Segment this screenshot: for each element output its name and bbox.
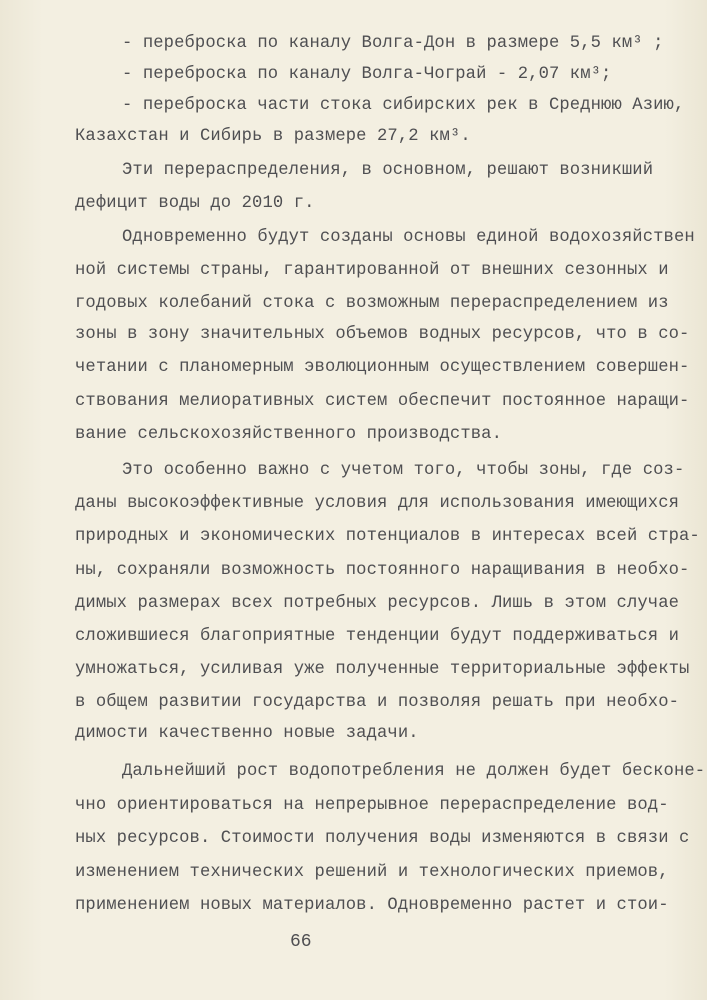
text-line: Казахстан и Сибирь в размере 27,2 км³. xyxy=(75,127,471,146)
text-line: в общем развитии государства и позволяя решать при необхо- xyxy=(75,693,680,712)
text-line: годовых колебаний стока с возможным перераспределением из xyxy=(75,294,669,313)
text-line: димых размерах всех потребных ресурсов. Лишь в этом случае xyxy=(75,594,680,613)
text-line: сложившиеся благоприятные тенденции будут поддерживаться и xyxy=(75,627,680,646)
text-line: - переброска по каналу Волга-Чограй - 2,07 км³; xyxy=(122,65,612,84)
text-line: димости качественно новые задачи. xyxy=(75,724,419,743)
text-line: - переброска по каналу Волга-Дон в размере 5,5 км³ ; xyxy=(122,34,664,53)
text-line: ствования мелиоративных систем обеспечит постоянное наращи- xyxy=(75,392,690,411)
text-line: зоны в зону значительных объемов водных ресурсов, что в со- xyxy=(75,325,690,344)
text-line: Это особенно важно с учетом того, чтобы зоны, где соз- xyxy=(122,461,685,480)
text-line: ных ресурсов. Стоимости получения воды изменяются в связи с xyxy=(75,829,690,848)
text-line: - переброска части стока сибирских рек в Среднюю Азию, xyxy=(122,96,685,115)
text-line: дефицит воды до 2010 г. xyxy=(75,194,315,213)
text-line: Эти перераспределения, в основном, решают возникший xyxy=(122,161,654,180)
text-line: вание сельскохозяйственного производства. xyxy=(75,425,502,444)
text-line: природных и экономических потенциалов в интересах всей стра- xyxy=(75,527,700,546)
text-line: чно ориентироваться на непрерывное перераспределение вод- xyxy=(75,796,669,815)
text-line: Дальнейший рост водопотребления не должен будет бесконе- xyxy=(122,762,706,781)
text-line: даны высокоэффективные условия для использования имеющихся xyxy=(75,494,680,513)
text-line: Одновременно будут созданы основы единой водохозяйствен xyxy=(122,228,695,247)
text-line: изменением технических решений и технологических приемов, xyxy=(75,863,669,882)
text-line: четании с планомерным эволюционным осуществлением совершен- xyxy=(75,358,690,377)
text-line: применением новых материалов. Одновременно растет и стои- xyxy=(75,896,669,915)
text-line: ны, сохраняли возможность постоянного наращивания в необхо- xyxy=(75,561,690,580)
text-line: ной системы страны, гарантированной от внешних сезонных и xyxy=(75,261,669,280)
text-line: умножаться, усиливая уже полученные территориальные эффекты xyxy=(75,660,690,679)
page-number: 66 xyxy=(290,932,312,952)
